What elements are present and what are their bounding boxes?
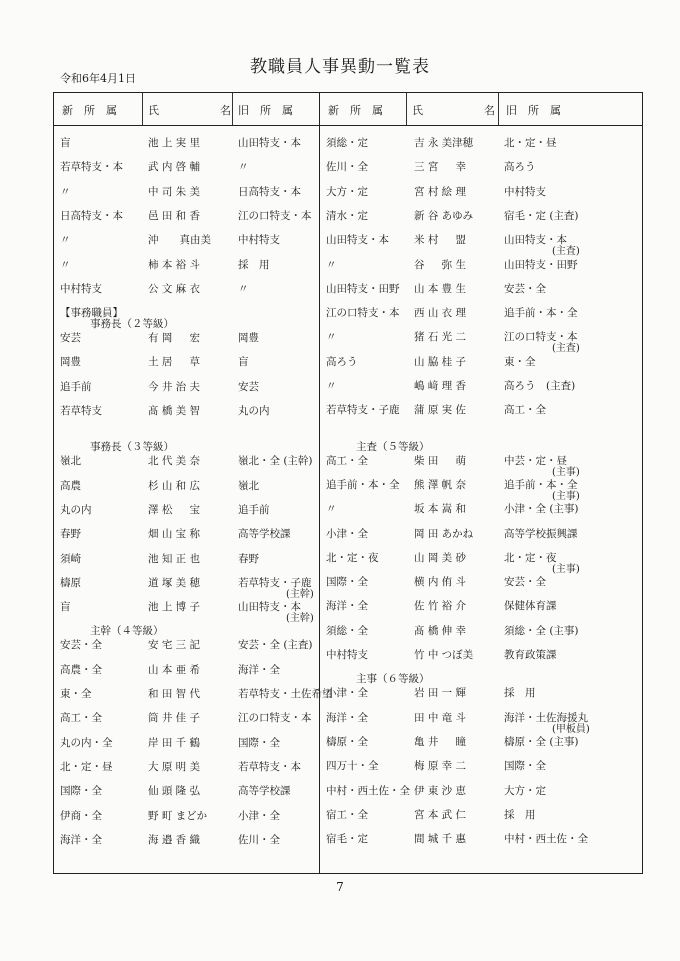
old-affiliation: 若草特支・土佐希望 [238, 688, 333, 700]
old-affiliation: 高工・全 [504, 404, 546, 417]
staff-name: 西 山 衣 理 [414, 307, 467, 320]
staff-name: 仙 頭 隆 弘 [148, 785, 201, 798]
staff-name: 大 原 明 美 [148, 760, 201, 773]
staff-name: 澤 松 宝 [148, 503, 201, 516]
new-affiliation: 小津・全 [326, 687, 368, 700]
new-affiliation: 中村特支 [60, 282, 102, 295]
grade-heading: 主査（５等級） [356, 440, 430, 453]
new-affiliation: 〃 [326, 503, 337, 516]
new-affiliation: 高農・全 [60, 663, 102, 676]
new-affiliation: 北・定・昼 [60, 760, 113, 773]
staff-name: 宮 村 絵 理 [414, 185, 467, 198]
column-divider [142, 93, 143, 125]
grade-heading: 主幹（４等級） [90, 625, 164, 638]
staff-name: 横 内 侑 斗 [414, 576, 467, 589]
staff-name: 安 宅 三 記 [148, 639, 201, 652]
staff-name: 野 町 まどか [148, 809, 208, 822]
staff-name: 竹 中 つぼ美 [414, 649, 474, 661]
staff-name: 公 文 麻 衣 [148, 282, 201, 295]
staff-name: 梅 原 幸 二 [414, 760, 467, 773]
staff-name: 山 脇 桂 子 [414, 355, 467, 368]
old-affiliation: 若草特支・子鹿 [238, 576, 312, 589]
staff-name: 道 塚 美 穂 [148, 576, 201, 589]
old-affiliation: 〃 [238, 282, 249, 295]
old-position-note: (甲板員) [552, 723, 590, 735]
new-affiliation: 〃 [60, 258, 71, 271]
grade-heading: 事務長（２等級） [90, 318, 174, 331]
new-affiliation: 日高特支・本 [60, 209, 123, 222]
old-affiliation: 盲 [238, 356, 249, 369]
staff-name: 猪 石 光 二 [414, 331, 467, 344]
new-affiliation: 中村・西土佐・全 [326, 784, 410, 797]
header-name-a: 氏 [148, 104, 159, 117]
new-affiliation: 春野 [60, 528, 81, 541]
staff-name: 畑 山 宝 称 [148, 528, 201, 541]
old-affiliation: 日高特支・本 [238, 185, 301, 198]
new-affiliation: 安芸 [60, 332, 81, 345]
old-affiliation: 中村特支 [504, 185, 546, 198]
old-affiliation: 山田特支・本 [238, 601, 301, 614]
staff-name: 邑 田 和 香 [148, 209, 201, 222]
old-affiliation: 高等学校課 [238, 785, 291, 798]
old-affiliation: 高ろう (主査) [504, 380, 576, 392]
old-position-note: (主事) [552, 563, 580, 575]
staff-name: 蒲 原 実 佐 [414, 404, 467, 417]
old-affiliation: 大方・定 [504, 784, 546, 797]
new-affiliation: 若草特支・本 [60, 161, 123, 174]
old-position-note: (主事) [552, 490, 580, 502]
page-number: 7 [336, 880, 344, 894]
staff-name: 髙 橋 伸 幸 [414, 624, 467, 637]
old-position-note: (主査) [552, 343, 580, 355]
header-old-affiliation-right: 旧 所 属 [506, 104, 561, 117]
staff-name: 山 本 亜 希 [148, 663, 201, 676]
old-affiliation: 安芸・全 (主査) [238, 639, 313, 652]
staff-name: 田 中 竜 斗 [414, 711, 467, 724]
staff-name: 佐 竹 裕 介 [414, 600, 467, 613]
old-affiliation: 〃 [238, 161, 249, 174]
staff-name: 吉 永 美津穂 [414, 137, 474, 149]
column-divider-center [319, 93, 320, 873]
new-affiliation: 国際・全 [60, 785, 102, 798]
old-affiliation: 嶺北 [238, 479, 259, 492]
new-affiliation: 中村特支 [326, 649, 368, 661]
staff-name: 三 宮 幸 [414, 161, 467, 174]
new-affiliation: 高工・全 [60, 712, 102, 725]
old-affiliation: 江の口特支・本 [238, 209, 312, 222]
new-affiliation: 須総・定 [326, 137, 368, 149]
new-affiliation: 大方・定 [326, 185, 368, 198]
staff-name: 池 知 正 也 [148, 552, 201, 565]
staff-name: 米 村 盟 [414, 234, 467, 247]
old-position-note: (主幹) [286, 613, 314, 625]
new-affiliation: 須総・全 [326, 624, 368, 637]
staff-name: 新 谷 あゆみ [414, 209, 474, 222]
old-affiliation: 宿毛・定 (主査) [504, 209, 579, 222]
header-name-a-right: 氏 [412, 104, 423, 117]
new-affiliation: 山田特支・田野 [326, 282, 400, 295]
header-old-affiliation: 旧 所 属 [238, 104, 293, 117]
old-affiliation: 須総・全 (主事) [504, 624, 579, 637]
staff-name: 柴 田 萌 [414, 454, 467, 467]
new-affiliation: 東・全 [60, 688, 92, 700]
new-affiliation: 海洋・全 [326, 711, 368, 724]
new-affiliation: 盲 [60, 137, 71, 149]
header-name-b-right: 名 [484, 104, 495, 117]
old-affiliation: 小津・全 [238, 809, 280, 822]
staff-name: 池 上 博 子 [148, 601, 201, 614]
staff-name: 沖 真由美 [148, 234, 211, 247]
staff-name: 池 上 実 里 [148, 137, 201, 149]
old-affiliation: 海洋・全 [238, 663, 280, 676]
staff-name: 熊 澤 帆 奈 [414, 478, 467, 491]
new-affiliation: 岡豊 [60, 356, 81, 369]
staff-name: 岡 田 あかね [414, 527, 474, 540]
new-affiliation: 〃 [326, 380, 337, 392]
staff-name: 山 本 豊 生 [414, 282, 467, 295]
old-affiliation: 江の口特支・本 [238, 712, 312, 725]
column-divider [498, 93, 499, 125]
old-position-note: (主幹) [286, 588, 314, 600]
old-affiliation: 採 用 [504, 687, 536, 700]
staff-name: 谷 弥 生 [414, 258, 467, 271]
new-affiliation: 北・定・夜 [326, 551, 379, 564]
old-affiliation: 春野 [238, 552, 259, 565]
old-affiliation: 国際・全 [238, 736, 280, 749]
header-name-b: 名 [220, 104, 231, 117]
grade-heading: 主事（６等級） [356, 673, 430, 686]
new-affiliation: 檮原 [60, 576, 81, 589]
column-divider [406, 93, 407, 125]
staff-name: 山 岡 美 砂 [414, 551, 467, 564]
old-affiliation: 山田特支・田野 [504, 258, 578, 271]
old-affiliation: 高等学校課 [238, 528, 291, 541]
old-affiliation: 中村・西土佐・全 [504, 833, 588, 846]
new-affiliation: 安芸・全 [60, 639, 102, 652]
header-new-affiliation-right: 新 所 属 [328, 104, 383, 117]
staff-name: 中 司 朱 美 [148, 185, 201, 198]
staff-name: 嶋 﨑 理 香 [414, 380, 467, 392]
document-title: 教職員人事異動一覧表 [250, 57, 430, 77]
old-affiliation: 中芸・定・昼 [504, 454, 567, 467]
new-affiliation: 丸の内 [60, 503, 92, 516]
old-affiliation: 東・全 [504, 355, 536, 368]
old-affiliation: 追手前・本・全 [504, 307, 578, 320]
old-affiliation: 海洋・土佐海援丸 [504, 711, 588, 724]
old-affiliation: 嶺北・全 (主幹) [238, 455, 313, 468]
new-affiliation: 高工・全 [326, 454, 368, 467]
new-affiliation: 〃 [326, 331, 337, 344]
new-affiliation: 宿工・全 [326, 808, 368, 821]
header-new-affiliation: 新 所 属 [62, 104, 117, 117]
new-affiliation: 檮原・全 [326, 735, 368, 748]
new-affiliation: 〃 [326, 258, 337, 271]
old-affiliation: 追手前 [238, 503, 270, 516]
old-affiliation: 安芸・全 [504, 576, 546, 589]
new-affiliation: 清水・定 [326, 209, 368, 222]
staff-name: 杉 山 和 広 [148, 479, 201, 492]
staff-name: 宮 本 武 仁 [414, 808, 467, 821]
staff-name: 坂 本 嵩 和 [414, 503, 467, 516]
new-affiliation: 国際・全 [326, 576, 368, 589]
new-affiliation: 高ろう [326, 355, 358, 368]
old-affiliation: 山田特支・本 [504, 234, 567, 247]
old-affiliation: 高ろう [504, 161, 536, 174]
old-affiliation: 追手前・本・全 [504, 478, 578, 491]
staff-name: 海 邉 香 織 [148, 833, 201, 846]
new-affiliation: 若草特支 [60, 405, 102, 417]
staff-name: 岩 田 一 輝 [414, 687, 467, 700]
old-affiliation: 採 用 [238, 258, 270, 271]
new-affiliation: 〃 [60, 185, 71, 198]
new-affiliation: 高農 [60, 479, 81, 492]
new-affiliation: 宿毛・定 [326, 833, 368, 846]
new-affiliation: 盲 [60, 601, 71, 614]
new-affiliation: 小津・全 [326, 527, 368, 540]
column-divider [232, 93, 233, 125]
old-affiliation: 北・定・昼 [504, 137, 557, 149]
grade-heading: 事務長（３等級） [90, 441, 174, 454]
new-affiliation: 四万十・全 [326, 760, 379, 773]
old-position-note: (主事) [552, 466, 580, 478]
old-affiliation: 若草特支・本 [238, 760, 301, 773]
new-affiliation: 嶺北 [60, 455, 81, 468]
document-date: 令和6年4月1日 [60, 72, 136, 85]
staff-name: 和 田 智 代 [148, 688, 201, 700]
new-affiliation: 伊商・全 [60, 809, 102, 822]
old-affiliation: 国際・全 [504, 760, 546, 773]
new-affiliation: 丸の内・全 [60, 736, 113, 749]
staff-name: 柿 本 裕 斗 [148, 258, 201, 271]
old-affiliation: 安芸・全 [504, 282, 546, 295]
new-affiliation: 須崎 [60, 552, 81, 565]
old-affiliation: 教育政策課 [504, 649, 557, 661]
old-affiliation: 佐川・全 [238, 833, 280, 846]
personnel-table [53, 92, 643, 874]
old-affiliation: 安芸 [238, 380, 259, 393]
old-affiliation: 採 用 [504, 808, 536, 821]
old-affiliation: 檮原・全 (主事) [504, 735, 579, 748]
new-affiliation: 海洋・全 [60, 833, 102, 846]
old-affiliation: 保健体育課 [504, 600, 557, 613]
old-affiliation: 丸の内 [238, 405, 270, 417]
staff-name: 今 井 治 夫 [148, 380, 201, 393]
staff-name: 武 内 啓 輔 [148, 161, 201, 174]
old-position-note: (主査) [552, 246, 580, 258]
old-affiliation: 岡豊 [238, 332, 259, 345]
old-affiliation: 高等学校振興課 [504, 527, 578, 540]
new-affiliation: 〃 [60, 234, 71, 247]
old-affiliation: 山田特支・本 [238, 137, 301, 149]
new-affiliation: 若草特支・子鹿 [326, 404, 400, 417]
old-affiliation: 中村特支 [238, 234, 280, 247]
staff-name: 間 城 千 惠 [414, 833, 467, 846]
new-affiliation: 追手前・本・全 [326, 478, 400, 491]
staff-name: 亀 井 瞳 [414, 735, 467, 748]
staff-name: 有 岡 宏 [148, 332, 201, 345]
old-affiliation: 小津・全 (主事) [504, 503, 579, 516]
old-affiliation: 北・定・夜 [504, 551, 557, 564]
staff-name: 岸 田 千 鶴 [148, 736, 201, 749]
new-affiliation: 江の口特支・本 [326, 307, 400, 320]
staff-name: 髙 橋 美 智 [148, 405, 201, 417]
new-affiliation: 海洋・全 [326, 600, 368, 613]
staff-name: 筒 井 佳 子 [148, 712, 201, 725]
new-affiliation: 山田特支・本 [326, 234, 389, 247]
staff-name: 北 代 美 奈 [148, 455, 201, 468]
staff-name: 伊 東 沙 恵 [414, 784, 467, 797]
new-affiliation: 追手前 [60, 380, 92, 393]
section-heading: 【事務職員】 [60, 307, 123, 320]
staff-name: 土 居 草 [148, 356, 201, 369]
new-affiliation: 佐川・全 [326, 161, 368, 174]
old-affiliation: 江の口特支・本 [504, 331, 578, 344]
